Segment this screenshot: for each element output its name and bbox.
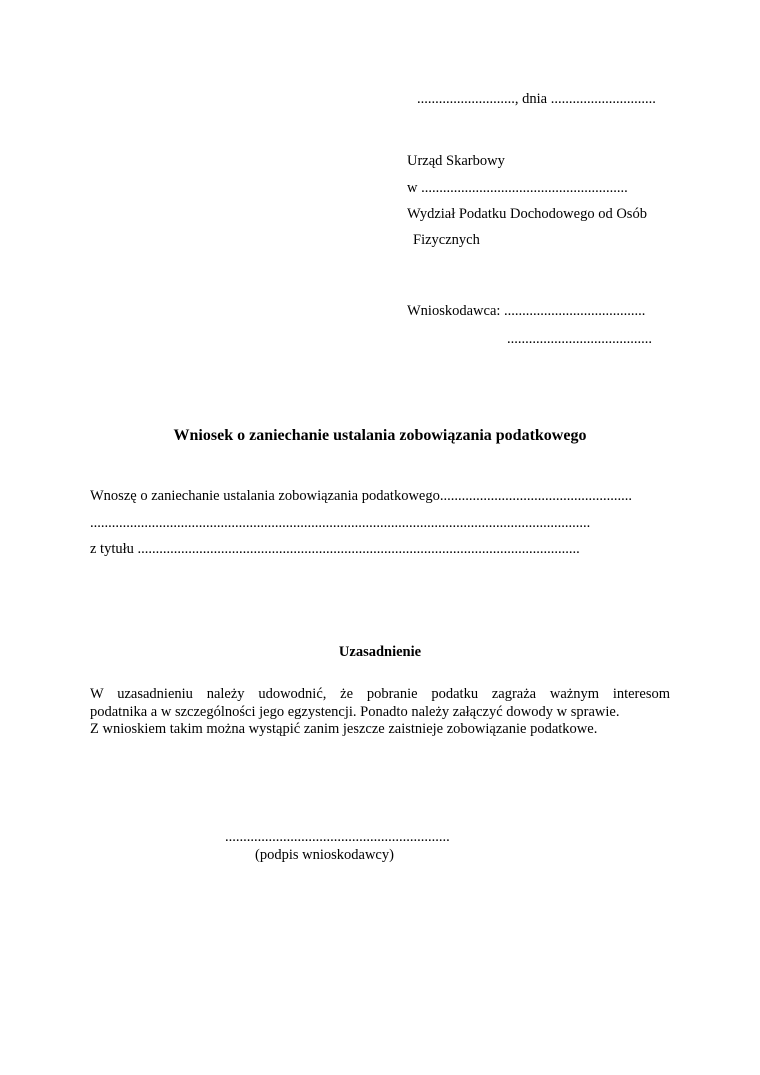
document-title: Wniosek o zaniechanie ustalania zobowiązania podatkowego [173,427,587,444]
justification-heading: Uzasadnienie [338,644,422,660]
request-line-2: .......................................................................................................................................... [90,515,591,531]
justification-text-line-3: Z wnioskiem takim można wystąpić zanim jeszcze zaistnieje zobowiązanie podatkowe. [90,721,598,737]
recipient-city: w ......................................................... [407,180,628,196]
justification-text-line-2: podatnika a w szczególności jego egzystencji. Ponadto należy załączyć dowody w sprawie. [90,703,620,720]
recipient-department-cont: Fizycznych [413,232,480,248]
signature-line: .............................................................. [225,829,450,845]
signature-label: (podpis wnioskodawcy) [255,847,394,863]
request-line-3: z tytułu .......................................................................................................................... [90,541,580,557]
recipient-office: Urząd Skarbowy [407,153,505,169]
applicant-name-line: Wnioskodawca: ....................................... [407,303,646,319]
request-line-1: Wnoszę o zaniechanie ustalania zobowiązania podatkowego..................................................... [90,488,632,504]
recipient-department: Wydział Podatku Dochodowego od Osób [407,206,647,222]
place-date-line: ..........................., dnia ............................. [417,91,656,107]
justification-body [90,686,670,739]
applicant-address-line: ........................................ [507,331,652,347]
justification-text-line-1: W uzasadnieniu należy udowodnić, że pobranie podatku zagraża ważnym interesom [90,686,670,702]
